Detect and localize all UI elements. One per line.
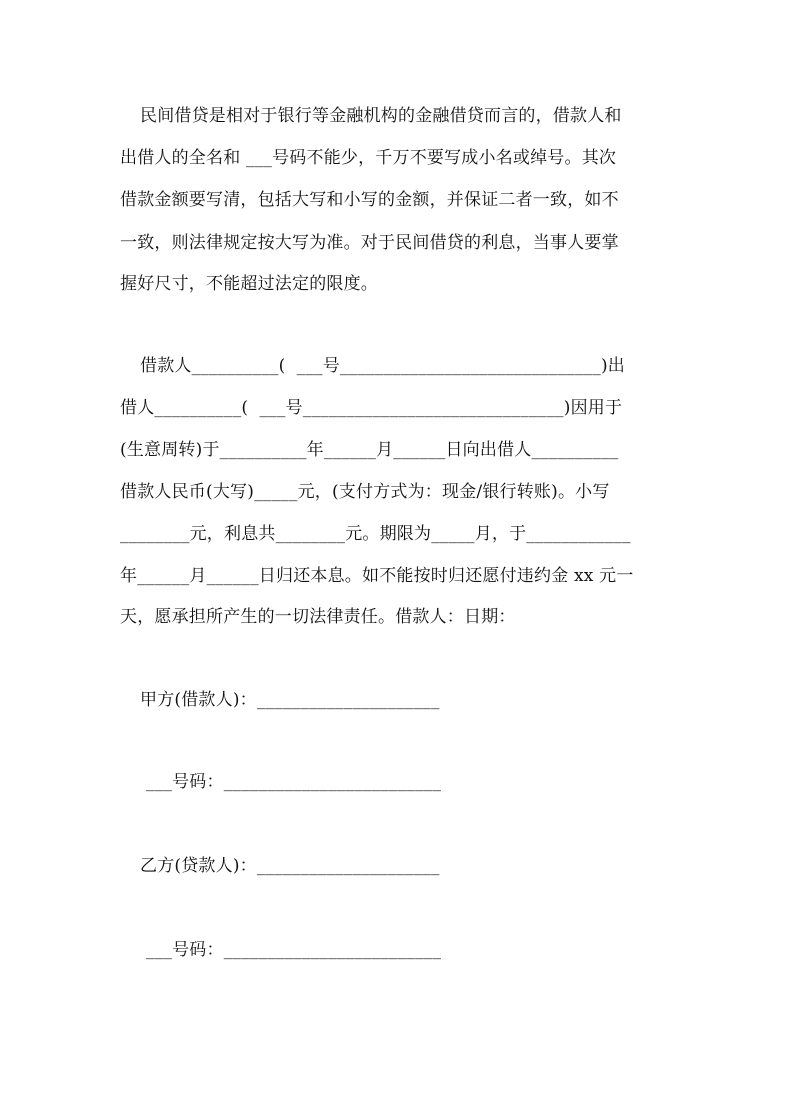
contract-line-5: ________元，利息共________元。期限为_____月，于____________ [120, 524, 631, 544]
intro-line-2: 出借人的全名和 ___号码不能少，千万不要写成小名或绰号。其次 [120, 148, 617, 168]
contract-line-2: 借人__________( ___号______________________________)因用于 [120, 398, 623, 418]
party-a-id-line: ___号码：_________________________ [146, 772, 442, 792]
intro-line-4: 一致，则法律规定按大写为准。对于民间借贷的利息，当事人要掌 [120, 233, 619, 253]
party-b-id-line: ___号码：_________________________ [146, 940, 442, 960]
intro-line-5: 握好尺寸，不能超过法定的限度。 [120, 274, 378, 294]
contract-line-6: 年______月______日归还本息。如不能按时归还愿付违约金 xx 元一 [120, 566, 634, 586]
contract-line-1: 借款人__________( ___号______________________________)出 [140, 356, 625, 376]
party-a-line: 甲方(借款人)：_____________________ [140, 690, 440, 710]
contract-line-4: 借款人民币(大写)_____元，(支付方式为：现金/银行转账)。小写 [120, 482, 610, 502]
party-b-line: 乙方(贷款人)：_____________________ [140, 856, 440, 876]
contract-line-7: 天，愿承担所产生的一切法律责任。借款人：日期： [120, 607, 516, 627]
contract-line-3: (生意周转)于__________年______月______日向出借人__________ [120, 440, 619, 460]
intro-line-3: 借款金额要写清，包括大写和小写的金额，并保证二者一致，如不 [120, 190, 619, 210]
intro-line-1: 民间借贷是相对于银行等金融机构的金融借贷而言的，借款人和 [140, 106, 622, 126]
